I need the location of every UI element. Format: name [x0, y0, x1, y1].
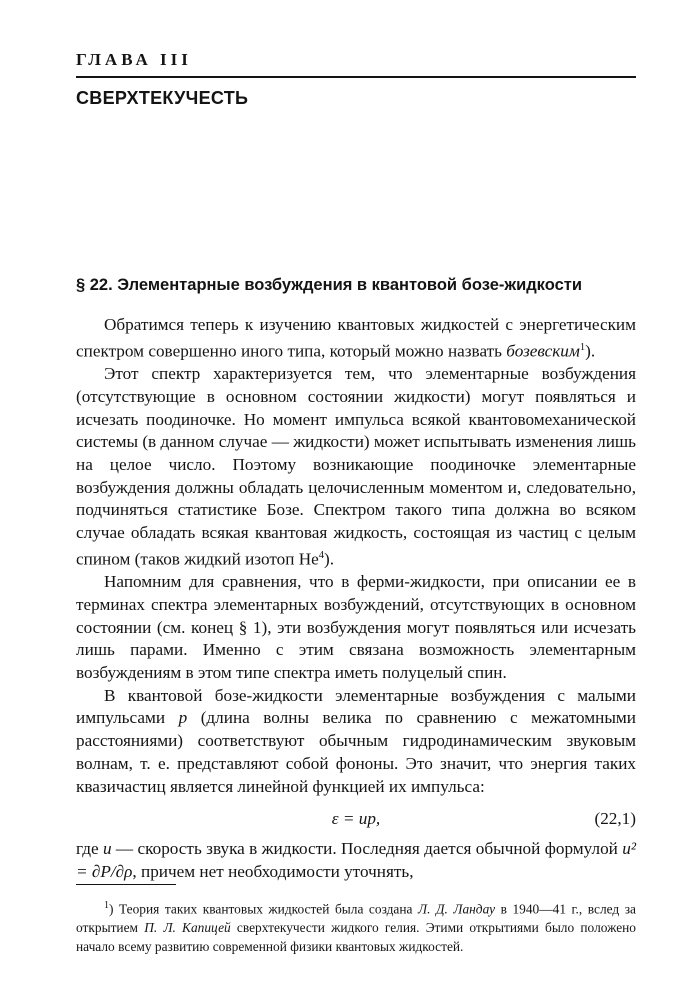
- paragraph-4: [76, 685, 636, 799]
- p1-end: ).: [585, 341, 596, 361]
- p4-text-b: (длина волны велика по сравнению с межатомными расстояниями) соответствуют обычным гидродинамическим звуковым волнам, т. е. представляют собой фононы. Это значит, что энергия таких квазичастиц является линейной функцией их импульса:: [76, 708, 636, 796]
- equation-number: (22,1): [594, 809, 636, 829]
- footnote-marker: 1: [104, 900, 109, 911]
- isotope-mass-number: 4: [318, 549, 324, 561]
- chapter-title: СВЕРХТЕКУЧЕСТЬ: [76, 88, 249, 108]
- paragraph-2: [76, 363, 636, 571]
- p1-text: Обратимся теперь к изучению квантовых жидкостей с энергетическим спектром совершенно иного типа, который можно назвать: [76, 315, 636, 361]
- chapter-label: ГЛАВА III: [76, 50, 192, 69]
- footnote-text: [76, 896, 636, 956]
- p4-momentum-symbol: p: [178, 708, 188, 728]
- p1-term: бозевским: [506, 341, 580, 361]
- p5-text-a: где: [76, 839, 103, 859]
- footnote: [76, 896, 636, 956]
- footnote-text-a: ) Теория таких квантовых жидкостей была создана: [109, 901, 419, 917]
- body-text: [76, 314, 636, 884]
- section-heading: § 22. Элементарные возбуждения в квантовой бозе-жидкости: [76, 276, 582, 294]
- equation-row: [76, 804, 636, 838]
- paragraph-3: Напомним для сравнения, что в ферми-жидкости, при описании ее в терминах спектра элементарных возбуждений, отсутствующих в основном состоянии (см. конец § 1), эти возбуждения могут появляться или исчезать лишь парами. Именно с этим связана возможность элементарным возбуждениям в этом типе спектра иметь полуцелый спин.: [76, 572, 636, 683]
- footnote-ref: 1: [579, 341, 586, 353]
- equation: ε = up,: [331, 809, 381, 829]
- chapter-rule: [76, 76, 636, 78]
- p5-sound-speed-symbol: u: [102, 839, 112, 859]
- p5-text-c: , причем нет необходимости уточнять,: [132, 861, 414, 881]
- footnote-rule: [76, 884, 176, 885]
- p5-text-b: — скорость звука в жидкости. Последняя дается обычной формулой: [111, 839, 623, 859]
- paragraph-5: [76, 838, 636, 883]
- footnote-text-b: в 1940—41 г., вслед за открытием: [76, 901, 636, 936]
- p2-end: ).: [324, 549, 335, 569]
- footnote-author-kapitza: П. Л. Капицей: [144, 920, 231, 936]
- paragraph-1: [76, 314, 636, 363]
- p4-text-a: В квантовой бозе-жидкости элементарные возбуждения с малыми импульсами: [76, 685, 636, 728]
- p5-formula: u² = ∂P/∂ρ: [76, 839, 636, 881]
- p2-text: Этот спектр характеризуется тем, что элементарные возбуждения (отсутствующие в основном состоянии жидкости) могут появляться и исчезать поодиночке. Но момент импульса всякой квантовомеханической системы (в данном случае — жидкости) может испытывать изменения лишь на целое число. Поэтому возникающие поодиночке элементарные возбуждения должны обладать целочисленным моментом и, следовательно, подчиняться статистике Бозе. Спектром такого типа должна во всяком случае обладать всякая квантовая жидкость, состоящая из частиц с целым спином (таков жидкий изотоп He: [76, 364, 636, 569]
- footnote-text-c: сверхтекучести жидкого гелия. Этими открытиями было положено начало всему развитию современной физики квантовых жидкостей.: [76, 920, 637, 955]
- footnote-author-landau: Л. Д. Ландау: [418, 901, 496, 917]
